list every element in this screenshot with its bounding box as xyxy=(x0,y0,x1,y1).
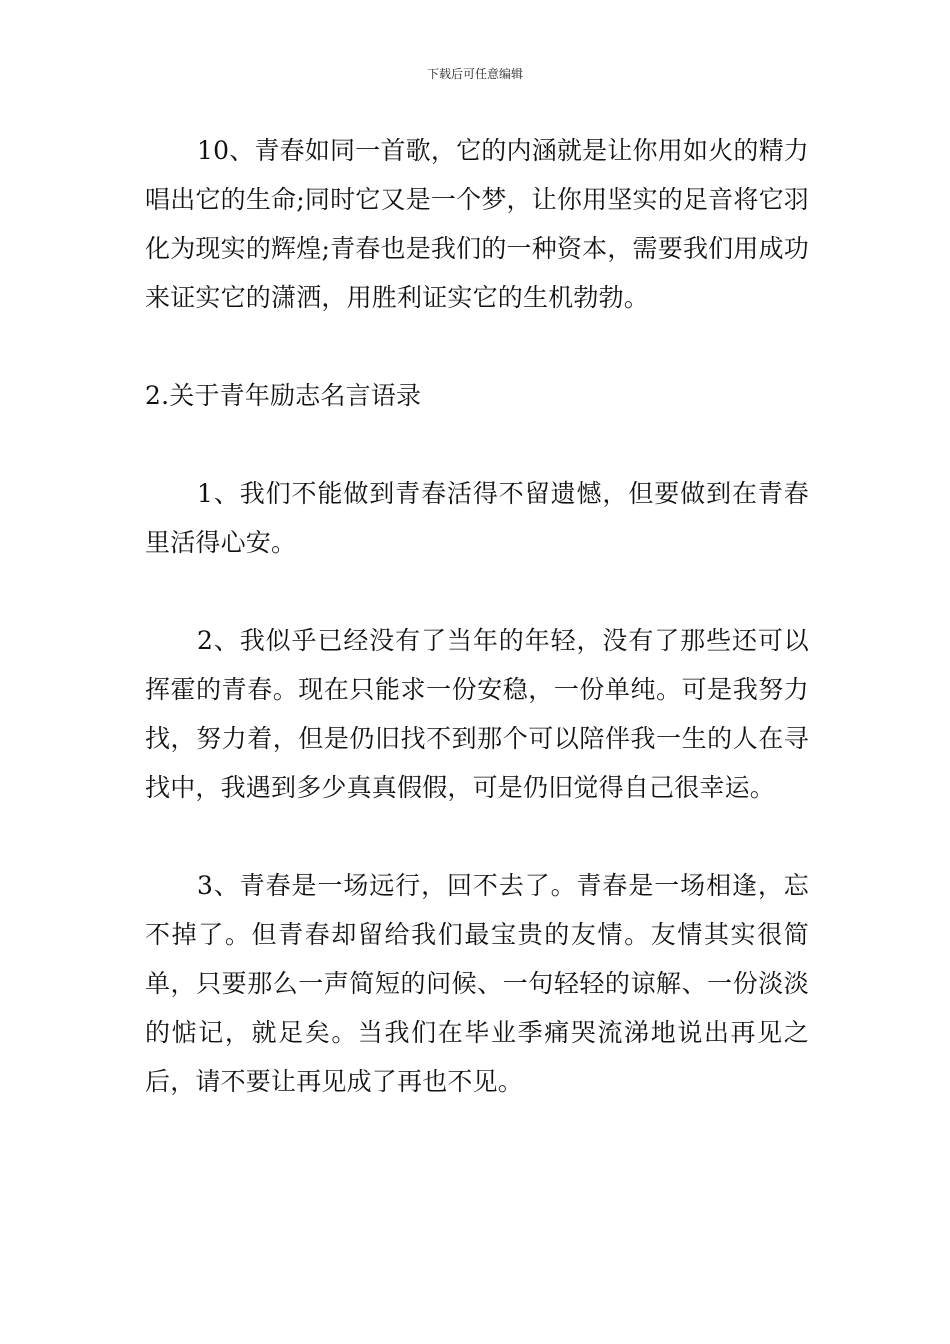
header-note: 下载后可任意编辑 xyxy=(426,67,523,81)
section-heading: 2.关于青年励志名言语录 xyxy=(145,381,422,410)
quote-1: 1、我们不能做到青春活得不留遗憾，但要做到在青春里活得心安。 xyxy=(145,479,809,557)
quote-2: 2、我似乎已经没有了当年的年轻，没有了那些还可以挥霍的青春。现在只能求一份安稳，一份单纯。可是我努力找，努力着，但是仍旧找不到那个可以陪伴我一生的人在寻找中，我遇到多少真真假假，可是仍旧觉得自己很幸运。 xyxy=(145,626,809,802)
quote-3: 3、青春是一场远行，回不去了。青春是一场相逢，忘不掉了。但青春却留给我们最宝贵的友情。友情其实很简单，只要那么一声简短的问候、一句轻轻的谅解、一份淡淡的惦记，就足矣。当我们在毕业季痛哭流涕地说出再见之后，请不要让再见成了再也不见。 xyxy=(145,871,809,1096)
paragraph-10: 10、青春如同一首歌，它的内涵就是让你用如火的精力唱出它的生命;同时它又是一个梦，让你用坚实的足音将它羽化为现实的辉煌;青春也是我们的一种资本，需要我们用成功来证实它的潇洒，用胜利证实它的生机勃勃。 xyxy=(145,136,809,312)
document-content xyxy=(145,126,809,1106)
